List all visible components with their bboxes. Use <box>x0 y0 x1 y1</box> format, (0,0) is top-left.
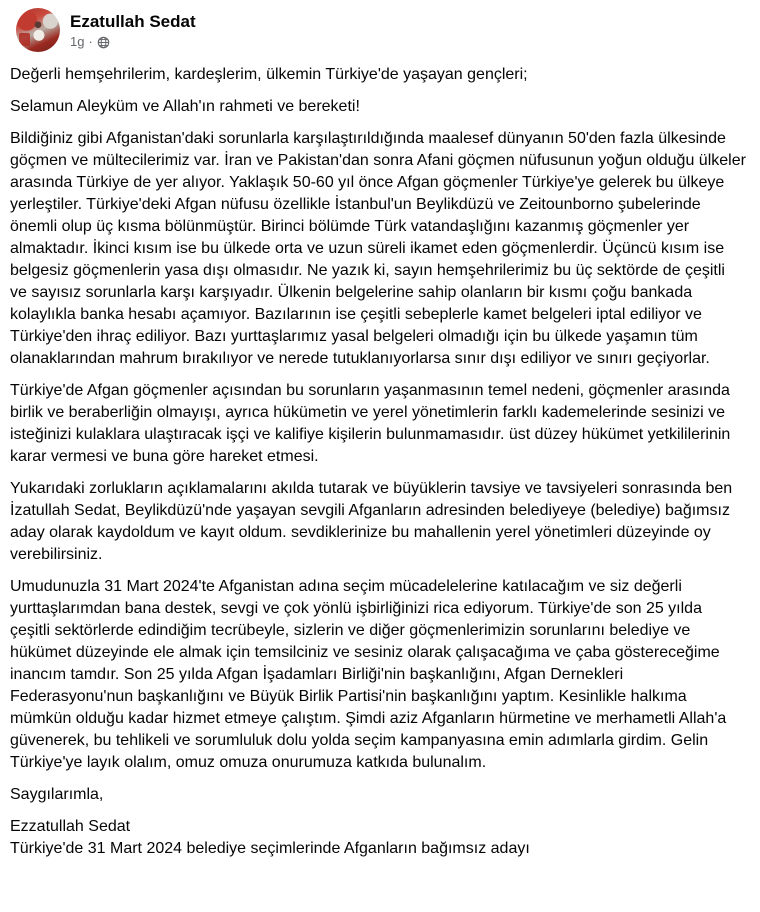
post-paragraph-candidacy: Yukarıdaki zorlukların açıklamalarını akılda tutarak ve büyüklerin tavsiye ve tavsiyeleri sonrasında ben İzatullah Sedat, Beylikdüzü'nde yaşayan sevgili Afganların adresinden belediyeye (belediye) bağımsız aday olarak kaydoldum ve kayıt oldum. sevdiklerinize bu mahallenin yerel yönetimleri düzeyinde oy verebilirsiniz. <box>10 480 733 563</box>
post-paragraph-situation: Bildiğiniz gibi Afganistan'daki sorunlarla karşılaştırıldığında maalesef dünyanın 50'den fazla ülkesinde göçmen ve mültecilerimiz var. İran ve Pakistan'dan sonra Afani göçmen nüfusunun yoğun olduğu ülkeler arasında Türkiye de yer alıyor. Yaklaşık 50-60 yıl önce Afgan göçmenler Türkiye'ye gelerek bu ülkeye yerleştiler. Türkiye'deki Afgan nüfusu özellikle İstanbul'un Beylikdüzü ve Zeitounborno şubelerinde önemli olup üç kısma bölünmüştür. Birinci bölümde Türk vatandaşlığını kazanmış göçmenler yer almaktadır. İkinci kısım ise bu ülkede orta ve uzun süreli ikamet eden göçmenlerdir. Üçüncü kısım ise belgesiz göçmenlerin yasa dışı olmasıdır. Ne yazık ki, sayın hemşehrilerimiz bu üç sektörde de çeşitli ve sayısız sorunlarla karşı karşıyadır. Ülkenin belgelerine sahip olanların bir kısmı çoğu bankada kolaylıkla banka hesabı açamıyor. Bazılarının ise çeşitli sebeplerle kamet belgeleri iptal ediliyor ve Türkiye'den ihraç ediliyor. Bazı yurttaşlarımız yasal belgeleri olmadığı için bu ülkede yaşamın tüm olanaklarından mahrum bırakılıyor ve nerede tutuklanıyorlarsa sınır dışı ediliyor ve sınırı geçiyorlar. <box>10 130 746 367</box>
avatar[interactable] <box>16 8 60 52</box>
post-signature <box>10 816 746 860</box>
post-paragraph-closing: Saygılarımla, <box>10 786 104 803</box>
post-meta <box>70 34 196 50</box>
signature-title: Türkiye'de 31 Mart 2024 belediye seçimlerinde Afganların bağımsız adayı <box>10 840 530 857</box>
meta-separator: · <box>88 33 93 49</box>
post-paragraph-appeal: Umudunuzla 31 Mart 2024'te Afganistan adına seçim mücadelelerine katılacağım ve siz değerli yurttaşlarımdan bana destek, sevgi ve çok yönlü işbirliğinizi rica ediyorum. Türkiye'de son 25 yılda çeşitli sektörlerde edindiğim tecrübeyle, sizlerin ve diğer göçmenlerimizin sorunlarını belediye ve hükümet düzeyinde ele almak için temsilciniz ve sesiniz olarak çalışacağıma ve çaba göstereceğime inancım tamdır. Son 25 yılda Afgan İşadamları Birliği'nin başkanlığını, Afgan Dernekleri Federasyonu'nun başkanlığını ve Büyük Birlik Partisi'nin başkanlığını yaptım. Kesinlikle halkıma mümkün olduğu kadar hizmet etmeye çalıştım. Şimdi aziz Afganların hürmetine ve merhametli Allah'a güvenerek, bu tehlikeli ve sorumluluk dolu yolda seçim kampanyasına emin adımlarla girdim. Gelin Türkiye'ye layık olalım, omuz omuza onurumuza katkıda bulunalım. <box>10 578 727 771</box>
post-paragraph-salutation: Selamun Aleyküm ve Allah'ın rahmeti ve bereketi! <box>10 98 360 115</box>
post-paragraph-causes: Türkiye'de Afgan göçmenler açısından bu sorunların yaşanmasının temel nedeni, göçmenler arasında birlik ve beraberliğin olmayışı, ayrıca hükümetin ve yerel yönetimlerin farklı kademelerinde sesinizi ve isteğinizi kulaklara ulaştıracak işçi ve kalifiye kişilerin bulunmamasıdır. üst düzey hükümet yetkililerinin karar vermesi ve buna göre hareket etmesi. <box>10 382 731 465</box>
post-header <box>0 0 760 56</box>
author-name[interactable]: Ezatullah Sedat <box>70 11 196 31</box>
globe-icon <box>97 36 110 49</box>
post-body <box>0 56 760 860</box>
signature-name: Ezzatullah Sedat <box>10 818 131 835</box>
post-paragraph-greeting: Değerli hemşehrilerim, kardeşlerim, ülkemin Türkiye'de yaşayan gençleri; <box>10 66 528 83</box>
header-text <box>70 11 196 50</box>
timestamp[interactable]: 1g <box>70 33 85 49</box>
